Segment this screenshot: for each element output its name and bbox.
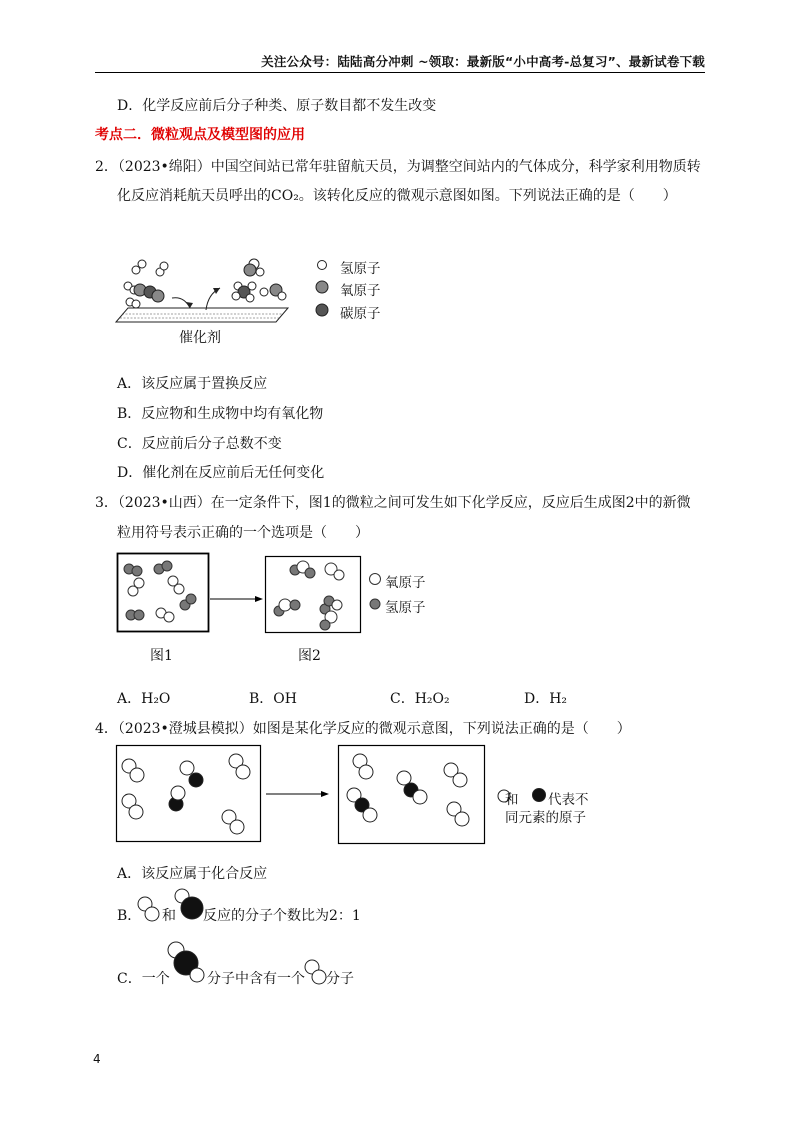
q2-stem-line1: 2．（2023•绵阳）中国空间站已常年驻留航天员，为调整空间站内的气体成分，科学家利用物质转: [95, 159, 701, 175]
q4-option-a: A．该反应属于化合反应: [117, 866, 268, 882]
section-title: 考点二．微粒观点及模型图的应用: [95, 127, 305, 143]
q3-option-c: C．H₂O₂: [390, 691, 450, 707]
q3-reaction-diagram: [117, 553, 377, 638]
q3-option-a: A．H₂O: [117, 691, 171, 707]
q2-stem-line2: 化反应消耗航天员呼出的CO₂。该转化反应的微观示意图如图。下列说法正确的是（ ）: [117, 188, 677, 204]
q4-stem: 4．（2023•澄城县模拟）如图是某化学反应的微观示意图，下列说法正确的是（ ）: [95, 721, 631, 737]
q3-option-b: B．OH: [249, 691, 297, 707]
q3-fig2-caption: 图2: [298, 648, 321, 664]
q2-option-d: D．催化剂在反应前后无任何变化: [117, 465, 325, 481]
q1-option-d: D．化学反应前后分子种类、原子数目都不发生改变: [117, 98, 437, 114]
q2-catalyst-label: 催化剂: [179, 330, 221, 346]
q2-option-b: B．反应物和生成物中均有氧化物: [117, 406, 324, 422]
q3-stem-line1: 3．（2023•山西）在一定条件下，图1的微粒之间可发生如下化学反应，反应后生成图2中的新微: [95, 495, 691, 511]
q3-legend-oxygen: 氧原子: [385, 575, 426, 591]
q4-legend-line2: 同元素的原子: [505, 810, 586, 826]
q3-legend-hydrogen: 氢原子: [385, 600, 426, 616]
page-header: 关注公众号：陆陆高分冲刺 ~领取：最新版“小中高考-总复习”、最新试卷下载: [261, 54, 705, 69]
q2-option-a: A．该反应属于置换反应: [117, 376, 268, 392]
q4-legend-line1: 代表不: [548, 792, 589, 808]
q4-option-c-prefix: C．一个: [117, 971, 170, 987]
header-rule: [95, 72, 705, 73]
q2-reaction-diagram: [110, 250, 310, 330]
q2-legend-oxygen: 氧原子: [340, 283, 381, 299]
q4-option-b-text: 反应的分子个数比为2：1: [203, 908, 361, 924]
q4-option-b-molecule-a: [135, 895, 165, 925]
q4-option-c-suffix: 分子: [326, 971, 354, 987]
q4-option-b-he: 和: [162, 908, 176, 924]
q3-stem-line2: 粒用符号表示正确的一个选项是（ ）: [117, 525, 369, 541]
q2-option-c: C．反应前后分子总数不变: [117, 436, 282, 452]
q4-reaction-diagram: [116, 745, 496, 845]
q4-option-c-mid: 分子中含有一个: [207, 971, 305, 987]
q4-legend-he: 和: [505, 792, 519, 808]
q3-option-d: D．H₂: [524, 691, 568, 707]
q2-legend-carbon: 碳原子: [340, 306, 381, 322]
q2-legend-hydrogen: 氢原子: [340, 261, 381, 277]
q4-option-b-prefix: B．: [117, 908, 142, 924]
page-number: 4: [93, 1052, 101, 1066]
q3-fig1-caption: 图1: [150, 648, 173, 664]
